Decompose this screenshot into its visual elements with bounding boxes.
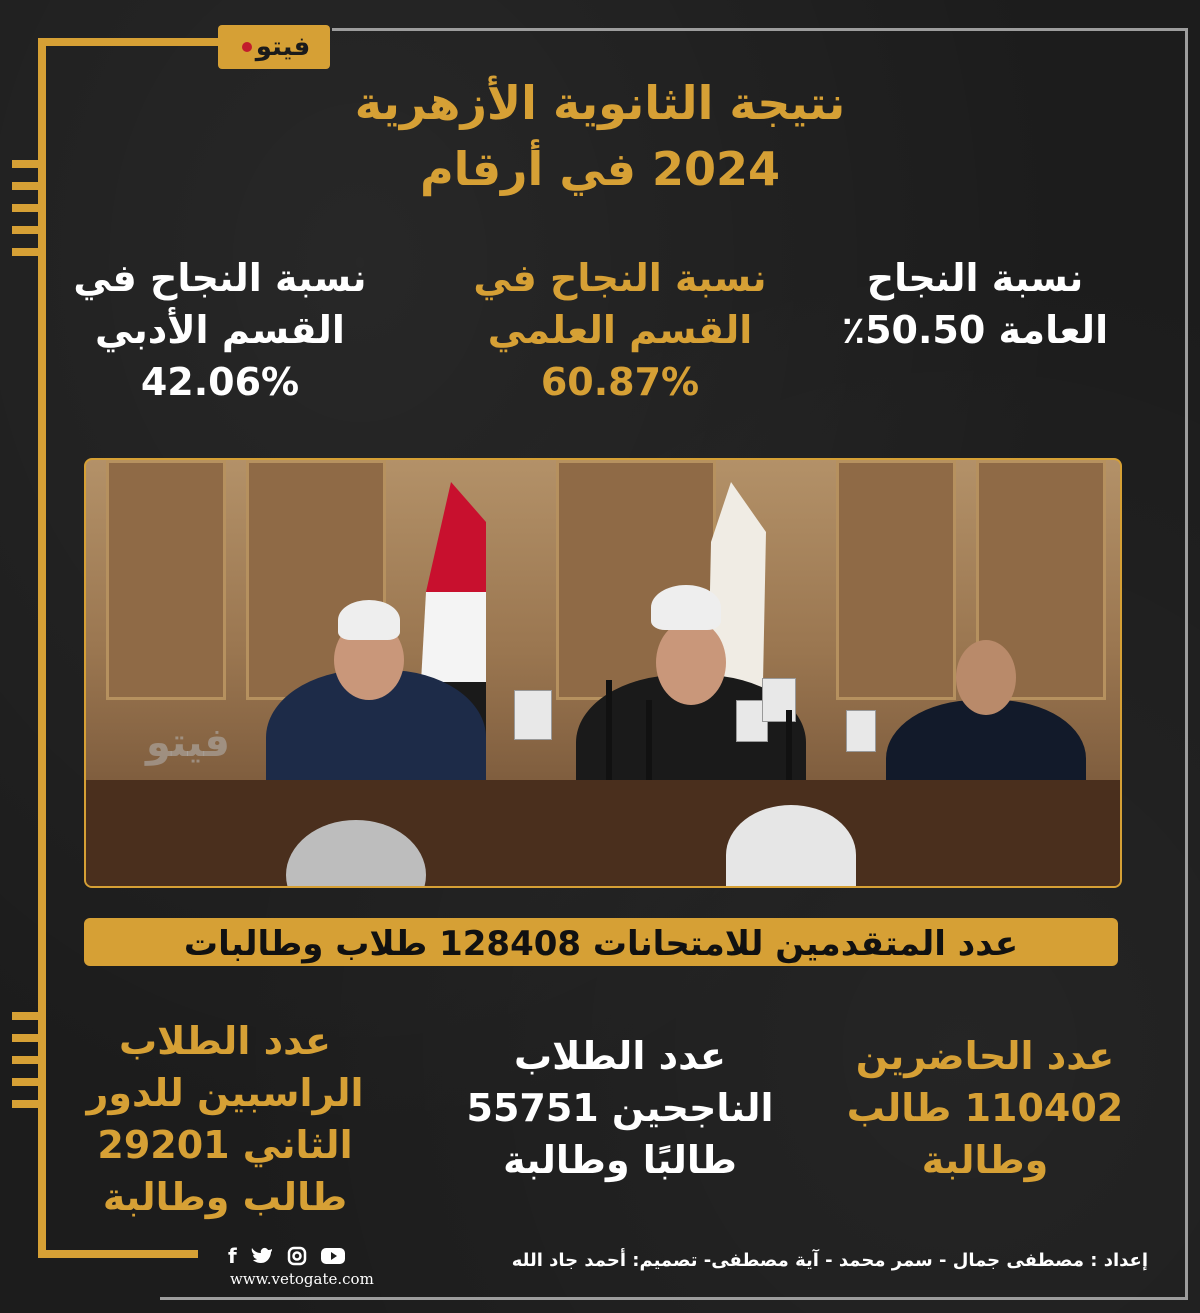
decor-dashes-bottom: [12, 1012, 38, 1108]
stat-label: نسبة النجاح في: [473, 256, 767, 300]
stat-label: عدد الطلاب: [514, 1034, 726, 1078]
speaker-right-head: [956, 640, 1016, 715]
stat-overall-pass-rate: [810, 252, 1140, 356]
logo-text: فيتو: [255, 32, 311, 62]
page-title: [250, 70, 950, 202]
stat-value: 42.06%: [140, 360, 300, 404]
frame-line-bottom: [38, 1250, 198, 1258]
frame-line-top: [38, 38, 218, 46]
press-conference-photo: [84, 458, 1122, 888]
stat-label-2: طالبًا وطالبة: [503, 1138, 737, 1182]
facebook-icon[interactable]: f: [228, 1244, 237, 1268]
stat-science-pass-rate: [440, 252, 800, 408]
frame-line-right: [1185, 28, 1188, 1298]
stat-value: العامة 50.50٪: [841, 308, 1109, 352]
photo-watermark: فيتو: [146, 720, 230, 766]
stat-label: عدد الطلاب: [119, 1019, 331, 1063]
logo-dot: [242, 42, 252, 52]
stat-label-2: القسم الأدبي: [95, 308, 345, 352]
wall-panel: [836, 460, 956, 700]
website-url[interactable]: www.vetogate.com: [230, 1270, 374, 1288]
stat-passed: [440, 1030, 800, 1186]
youtube-icon[interactable]: [321, 1247, 345, 1265]
stat-label-3: طالب وطالبة: [102, 1175, 348, 1219]
applicants-banner: [84, 918, 1118, 966]
title-line-1: نتيجة الثانوية الأزهرية: [354, 76, 846, 130]
frame-line-top-right: [332, 28, 1188, 31]
credits-text: إعداد : مصطفى جمال - سمر محمد - آية مصطفى- تصميم: أحمد جاد الله: [511, 1250, 1148, 1271]
wall-panel: [106, 460, 226, 700]
stat-value: 110402 طالب: [846, 1086, 1124, 1130]
mic-flag: [846, 710, 876, 752]
frame-line-bottom-right: [160, 1297, 1188, 1300]
stat-attendees: [820, 1030, 1150, 1186]
speaker-center-turban: [651, 585, 721, 630]
conference-table: [86, 780, 1120, 886]
stat-label: عدد الحاضرين: [855, 1034, 1115, 1078]
mic-flag: [514, 690, 552, 740]
frame-line-left: [38, 38, 46, 1258]
speaker-center-head: [656, 620, 726, 705]
speaker-left-turban: [338, 600, 400, 640]
twitter-icon[interactable]: [251, 1247, 273, 1265]
brand-logo: [218, 25, 330, 69]
stat-failed-second-round: [60, 1015, 390, 1223]
stat-value: الناجحين 55751: [466, 1086, 774, 1130]
stat-label-2: الراسبين للدور: [86, 1071, 364, 1115]
stat-literary-pass-rate: [40, 252, 400, 408]
title-line-2: 2024 في أرقام: [419, 142, 781, 196]
decor-dashes-top: [12, 160, 38, 256]
stat-label: نسبة النجاح في: [73, 256, 367, 300]
banner-text: عدد المتقدمين للامتحانات 128408 طلاب وطالبات: [183, 924, 1019, 964]
stat-value: الثاني 29201: [97, 1123, 353, 1167]
stat-label-2: القسم العلمي: [487, 308, 753, 352]
stat-label: نسبة النجاح: [866, 256, 1084, 300]
social-icons: [228, 1244, 388, 1268]
stat-label-2: وطالبة: [921, 1138, 1049, 1182]
instagram-icon[interactable]: [287, 1246, 307, 1266]
stat-value: 60.87%: [540, 360, 700, 404]
